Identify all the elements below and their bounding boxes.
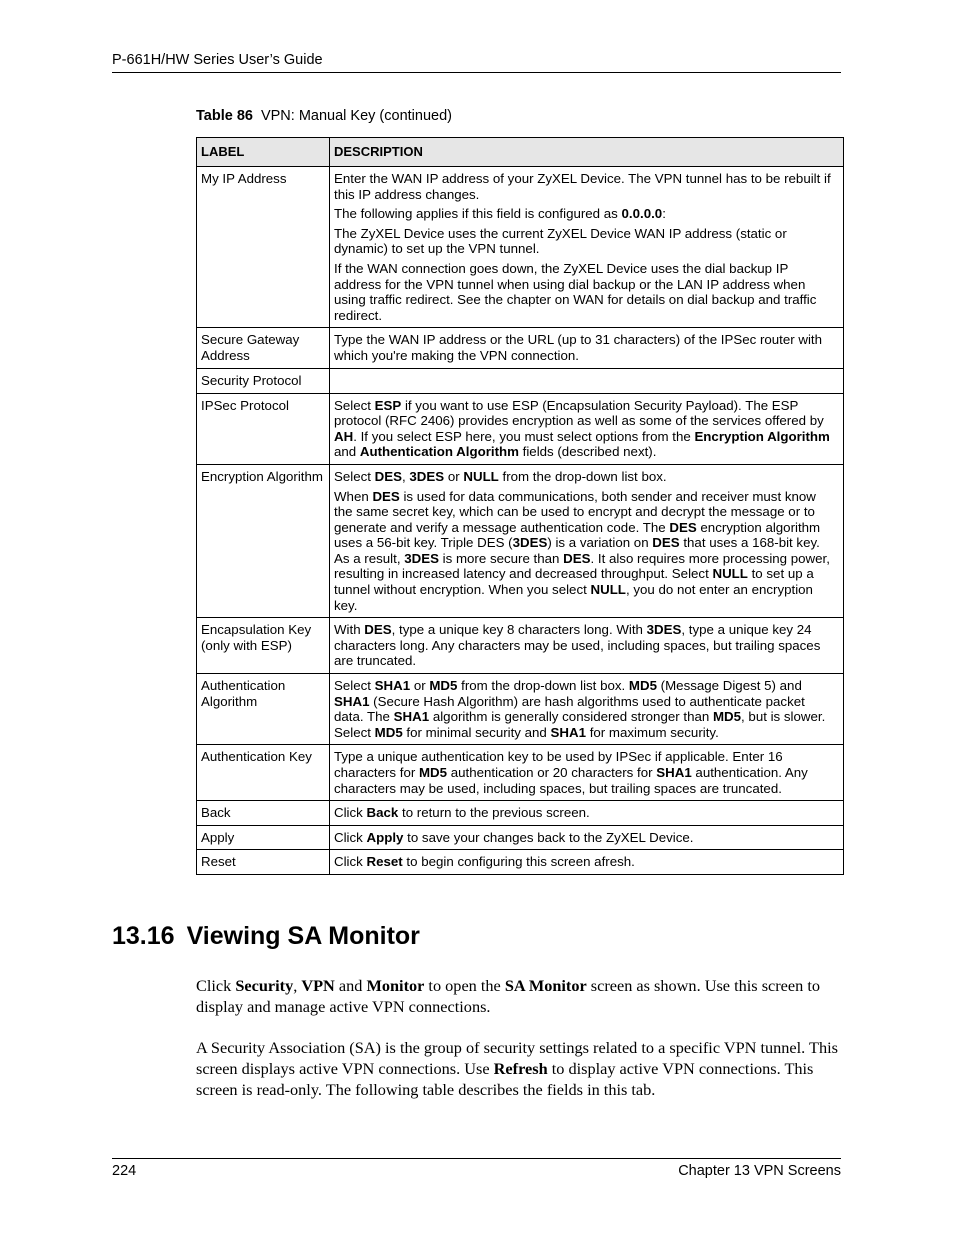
text-run: The ZyXEL Device uses the current ZyXEL Device WAN IP address (static or dynamic) to set up the VPN tunnel.: [334, 225, 787, 257]
row-description: [330, 167, 844, 328]
text-run: from the drop-down list box.: [457, 678, 629, 694]
row-label: Encapsulation Key (only with ESP): [197, 618, 330, 674]
text-run: ) is a variation on: [547, 535, 653, 551]
text-run: or: [410, 678, 430, 694]
body-paragraph-1: [196, 976, 846, 1018]
text-run: to save your changes back to the ZyXEL Device.: [403, 829, 694, 845]
bold-term: Refresh: [493, 1058, 548, 1078]
row-description: [330, 618, 844, 674]
text-run: for minimal security and: [402, 724, 551, 740]
bold-term: SHA1: [550, 724, 587, 740]
text-run: to begin configuring this screen afresh.: [402, 854, 635, 870]
description-paragraph: [334, 489, 838, 614]
text-run: fields (described next).: [518, 444, 657, 460]
description-paragraph: [334, 332, 838, 363]
row-label: Apply: [197, 825, 330, 850]
text-run: Type a unique authentication key to be used by IPSec if applicable. Enter 16 characters for: [334, 749, 783, 780]
bold-term: DES: [669, 519, 697, 535]
bold-term: Apply: [366, 829, 404, 845]
text-run: authentication. Any characters may be used, including spaces, but trailing spaces are truncated.: [334, 765, 808, 796]
text-run: ,: [293, 976, 302, 995]
bold-term: MD5: [374, 724, 403, 740]
description-paragraph: [334, 749, 838, 796]
row-label: Authentication Key: [197, 745, 330, 801]
table-row: [197, 464, 844, 617]
text-run: Click: [196, 976, 236, 995]
bold-term: 3DES: [646, 622, 682, 638]
table-row: [197, 745, 844, 801]
bold-term: SHA1: [393, 709, 430, 725]
bold-term: NULL: [712, 566, 748, 582]
text-run: If the WAN connection goes down, the ZyXEL Device uses the dial backup IP address for the VPN tunnel when using dial backup or the LAN IP address when using traffic redirect. See the chapter on WAN for details on dial backup and traffic redirect.: [334, 260, 817, 323]
bold-term: ESP: [374, 397, 402, 413]
bold-term: DES: [374, 468, 402, 484]
description-paragraph: [334, 805, 838, 821]
bold-term: MD5: [429, 678, 458, 694]
bold-term: SHA1: [656, 765, 692, 780]
row-description: [330, 328, 844, 368]
text-run: Type the WAN IP address or the URL (up to 31 characters) of the IPSec router with which you're making the VPN connection.: [334, 332, 823, 363]
description-paragraph: [334, 830, 838, 846]
bold-term: DES: [372, 488, 400, 504]
text-run: screen as shown. Use this screen to display and manage active VPN connections.: [196, 976, 821, 1016]
text-run: A Security Association (SA) is the group of security settings related to a specific VPN tunnel. This screen displays active VPN connections. Use: [196, 1038, 838, 1078]
text-run: ,: [402, 468, 410, 484]
bold-term: SHA1: [334, 693, 370, 709]
text-run: to return to the previous screen.: [398, 805, 590, 821]
text-run: Select: [334, 678, 375, 694]
text-run: Click: [334, 854, 367, 870]
bold-term: DES: [364, 622, 392, 638]
row-label: My IP Address: [197, 167, 330, 328]
text-run: , type a unique key 24 characters long. Any characters may be used, including spaces, but trailing spaces are truncated.: [334, 622, 821, 669]
vpn-manual-key-table: [196, 137, 844, 875]
bold-term: Authentication Algorithm: [359, 444, 519, 460]
text-run: to set up a tunnel without encryption. When you select: [334, 566, 814, 598]
text-run: , but is slower. Select: [334, 709, 826, 740]
description-paragraph: [334, 261, 838, 323]
description-paragraph: [334, 171, 838, 202]
guide-title: P-661H/HW Series User’s Guide: [112, 52, 323, 68]
text-run: , you do not enter an encryption key.: [334, 582, 813, 613]
description-paragraph: [334, 622, 838, 669]
table-caption-text: VPN: Manual Key (continued): [260, 108, 452, 124]
text-run: When: [334, 488, 373, 504]
text-run: Select: [334, 468, 375, 484]
row-label: IPSec Protocol: [197, 393, 330, 464]
text-run: (Message Digest 5) and: [656, 678, 802, 694]
bold-term: MD5: [628, 678, 657, 694]
row-description: [330, 393, 844, 464]
row-description: [330, 801, 844, 826]
column-header-label: LABEL: [197, 138, 330, 167]
bold-term: Monitor: [366, 976, 425, 995]
text-run: Click: [334, 805, 367, 821]
description-paragraph: [334, 206, 838, 222]
text-run: to open the: [424, 976, 505, 995]
row-label: Back: [197, 801, 330, 826]
table-row: [197, 393, 844, 464]
row-description: [330, 674, 844, 745]
text-run: . If you select ESP here, you must select options from the: [353, 428, 695, 444]
bold-term: 3DES: [404, 550, 439, 566]
row-label: Secure Gateway Address: [197, 328, 330, 368]
row-label: Security Protocol: [197, 368, 330, 393]
bold-term: NULL: [590, 582, 626, 598]
bold-term: VPN: [301, 976, 335, 995]
table-row: [197, 850, 844, 875]
table-caption-label: Table 86: [196, 108, 253, 124]
text-run: With: [334, 622, 365, 638]
text-run: or: [444, 468, 464, 484]
table-body: [197, 167, 844, 875]
text-run: authentication or 20 characters for: [447, 765, 657, 780]
row-label: Encryption Algorithm: [197, 464, 330, 617]
bold-term: DES: [563, 550, 591, 566]
bold-term: MD5: [418, 765, 448, 780]
text-run: . It also requires more processing power, resulting in increased latency and decreased throughput. Select: [334, 550, 830, 582]
bold-term: Back: [366, 805, 399, 821]
section-title: Viewing SA Monitor: [186, 922, 420, 950]
bold-term: NULL: [463, 468, 499, 484]
table-row: [197, 674, 844, 745]
table-row: [197, 328, 844, 368]
text-run: is used for data communications, both sender and receiver must know the same secret key, which can be used to encrypt and decrypt the message or to generate and verify a message authentication code. The: [334, 488, 816, 535]
text-run: for maximum security.: [586, 724, 719, 740]
text-run: to display active VPN connections. This screen is read-only. The following table describes the fields in this tab.: [196, 1058, 814, 1099]
bold-term: 0.0.0.0: [621, 206, 663, 222]
row-label: Reset: [197, 850, 330, 875]
text-run: that uses a 168-bit key. As a result,: [334, 535, 820, 566]
bold-term: Reset: [366, 854, 403, 870]
text-run: The following applies if this field is configured as: [334, 206, 622, 222]
row-description: [330, 825, 844, 850]
text-run: algorithm is generally considered stronger than: [429, 709, 713, 725]
text-run: encryption algorithm uses a 56-bit key. Triple DES (: [334, 519, 821, 551]
row-description: [330, 850, 844, 875]
section-heading: [112, 922, 420, 951]
chapter-name: Chapter 13 VPN Screens: [678, 1163, 841, 1179]
text-run: :: [662, 206, 666, 222]
row-description: [330, 745, 844, 801]
bold-term: Encryption Algorithm: [694, 428, 830, 444]
row-label: Authentication Algorithm: [197, 674, 330, 745]
text-run: from the drop-down list box.: [498, 468, 667, 484]
table-row: [197, 618, 844, 674]
bold-term: SA Monitor: [504, 976, 587, 995]
text-run: and: [334, 444, 360, 460]
text-run: Select: [334, 397, 375, 413]
description-paragraph: [334, 226, 838, 257]
text-run: if you want to use ESP (Encapsulation Security Payload). The ESP protocol (RFC 2406) provides encryption as well as some of the services offered by: [334, 397, 824, 429]
bold-term: 3DES: [409, 468, 445, 484]
row-description: [330, 464, 844, 617]
text-run: , type a unique key 8 characters long. With: [391, 622, 647, 638]
bold-term: Security: [235, 976, 294, 995]
section-number: 13.16: [112, 922, 175, 950]
column-header-description: DESCRIPTION: [330, 138, 844, 167]
table-header-row: [197, 138, 844, 167]
table-row: [197, 825, 844, 850]
page-number: 224: [112, 1163, 137, 1179]
description-paragraph: [334, 469, 838, 485]
text-run: is more secure than: [438, 550, 564, 566]
text-run: and: [334, 976, 367, 995]
bold-term: MD5: [712, 709, 742, 725]
text-run: (Secure Hash Algorithm) are hash algorithms used to authenticate packet data. The: [334, 693, 805, 725]
page-footer: [112, 1158, 841, 1179]
description-paragraph: [334, 678, 838, 740]
table-row: [197, 801, 844, 826]
description-paragraph: [334, 398, 838, 460]
table-caption: [196, 108, 452, 124]
table-row: [197, 167, 844, 328]
bold-term: SHA1: [374, 678, 411, 694]
body-paragraph-2: [196, 1038, 846, 1100]
page-header: [112, 52, 841, 73]
description-paragraph: [334, 854, 838, 870]
text-run: Enter the WAN IP address of your ZyXEL Device. The VPN tunnel has to be rebuilt if this IP address changes.: [334, 171, 831, 202]
row-description: [330, 368, 844, 393]
bold-term: 3DES: [512, 535, 548, 551]
table-row: [197, 368, 844, 393]
bold-term: AH: [334, 428, 354, 444]
text-run: Click: [334, 829, 367, 845]
bold-term: DES: [652, 535, 680, 551]
